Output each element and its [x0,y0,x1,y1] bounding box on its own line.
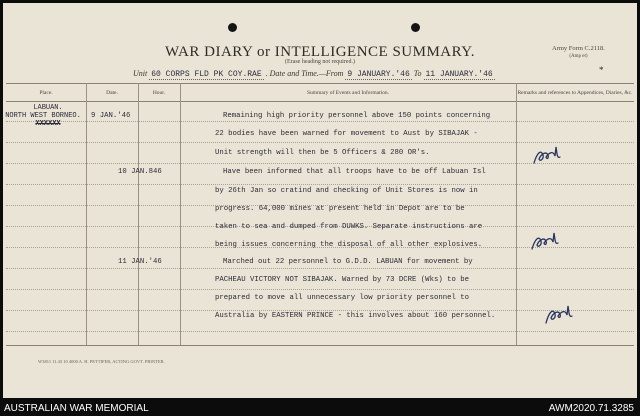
unit-value: 60 CORPS FLD PK COY.RAE [151,70,262,79]
place-line: LABUAN. [33,104,63,112]
form-title: WAR DIARY or INTELLIGENCE SUMMARY. [165,44,475,60]
archive-name: AUSTRALIAN WAR MEMORIAL [4,403,149,414]
form-number-text: Army Form C.2118. [552,45,605,52]
signature-initials [531,145,567,167]
diary-sheet [3,3,637,398]
row-rule [6,184,634,185]
header-remarks: Remarks and references to Appendices, Diaries, &c. [516,83,634,102]
form-number [552,45,605,61]
header-summary: Summary of Events and Information. [180,83,516,102]
punch-hole-left [228,23,237,32]
summary-line: Have been informed that all troops have to be off Labuan Isl [223,168,486,176]
archive-reference: AWM2020.71.3285 [548,403,634,414]
summary-line: Remaining high priority personnel above 150 points concerning [223,112,491,120]
date-time-label: . Date and Time.—From [265,69,344,78]
row-rule [6,268,634,269]
column-rule [86,83,87,345]
column-rule [138,83,139,345]
header-date: Date. [86,83,138,102]
column-rule [180,83,181,345]
place-line: NORTH WEST BORNEO. [5,112,81,120]
summary-line: being issues concerning the disposal of all other explosives. [215,241,483,249]
row-rule [6,331,634,332]
column-rule [516,83,517,345]
to-date: 11 JANUARY.'46 [425,70,493,79]
signature-initials [529,231,565,253]
archive-caption-bar [0,401,640,416]
summary-line: progress. 64,000 mines at present held in Depot are to be [215,205,465,213]
date-entry: 10 JAN.846 [118,168,162,176]
form-note: (Amp et) [569,54,588,59]
summary-line: taken to sea and dumped from DUWKS. Separate instructions are [215,223,483,231]
header-hour: Hour. [138,83,180,102]
row-rule [6,121,634,122]
from-date: 9 JANUARY.'46 [347,70,410,79]
signature-initials [543,303,579,327]
punch-hole-right [411,23,420,32]
summary-line: Unit strength will then be 5 Officers & 280 OR's. [215,149,430,157]
summary-line: PACHEAU VICTORY NOT SIBAJAK. Warned by 73 DCRE (Wks) to be [215,276,469,284]
summary-line: prepared to move all unnecessary low priority personnel to [215,294,469,302]
summary-line: 22 bodies have been warned for movement to Aust by SIBAJAK - [215,130,478,138]
place-struck-line: XXXXXX [35,120,61,128]
to-label: To [413,69,422,78]
corner-mark: * [599,65,604,75]
summary-line: Australia by EASTERN PRINCE - this involves about 160 personnel. [215,312,496,320]
table-bottom-rule [6,345,634,346]
date-entry: 11 JAN.'46 [118,258,162,266]
printer-imprint: W3811 11.43 10 4000 A. H. PETTIFER, ACTING GOVT. PRINTER. [38,359,165,364]
place-cell [5,104,81,128]
form-subtitle: (Erase heading not required.) [285,59,355,65]
unit-label: Unit [133,69,148,78]
date-entry: 9 JAN.'46 [91,112,131,120]
row-rule [6,310,634,311]
header-place: Place. [6,83,86,102]
row-rule [6,142,634,143]
summary-line: by 26th Jan so cratind and checking of Unit Stores is now in [215,187,478,195]
row-rule [6,289,634,290]
summary-line: Marched out 22 personnel to G.D.D. LABUAN for movement by [223,258,473,266]
unit-line [133,69,495,79]
